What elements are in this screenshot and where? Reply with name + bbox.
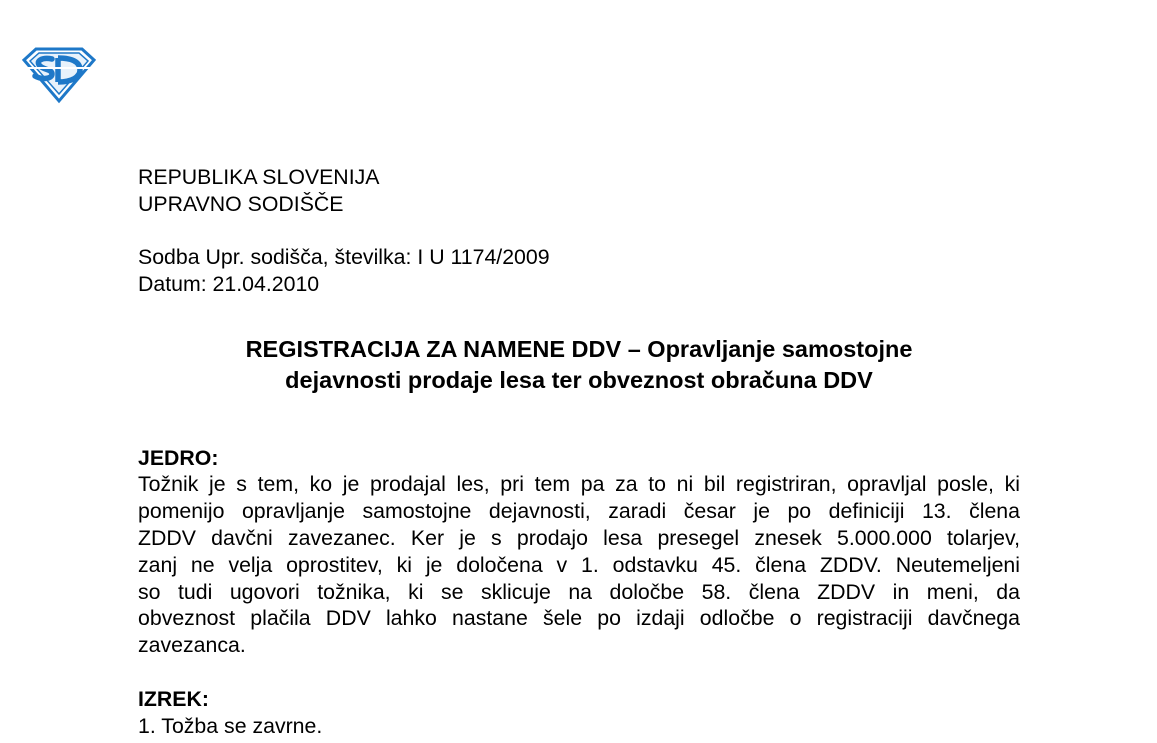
country-name: REPUBLIKA SLOVENIJA	[138, 165, 380, 189]
case-date: Datum: 21.04.2010	[138, 271, 320, 296]
case-number: Sodba Upr. sodišča, številka: I U 1174/2009	[138, 245, 550, 270]
jedro-line: pomenijo opravljanje samostojne dejavnosti, zaradi česar je po definiciji 13. člena	[138, 499, 1020, 524]
title-line-1: REGISTRACIJA ZA NAMENE DDV – Opravljanje samostojne	[245, 335, 913, 362]
jedro-line: zavezanca.	[138, 633, 246, 658]
jedro-heading: JEDRO:	[138, 445, 219, 470]
document-title	[138, 334, 1020, 396]
jedro-line: zanj ne velja oprostitev, ki je določena v 1. odstavku 45. člena ZDDV. Neutemeljeni	[138, 552, 1020, 577]
jedro-line: Tožnik je s tem, ko je prodajal les, pri tem pa za to ni bil registriran, opravljal posle, ki	[138, 472, 1020, 497]
izrek-heading: IZREK:	[138, 687, 209, 712]
document-body	[138, 164, 1020, 740]
jedro-line: so tudi ugovori tožnika, ki se sklicuje na določbe 58. člena ZDDV in meni, da	[138, 579, 1020, 604]
court-name: UPRAVNO SODIŠČE	[138, 191, 344, 216]
title-line-2: dejavnosti prodaje lesa ter obveznost obračuna DDV	[285, 366, 873, 393]
jedro-line: obveznost plačila DDV lahko nastane šele po izdaji odločbe o registraciji davčnega	[138, 606, 1020, 631]
jedro-line: ZDDV davčni zavezanec. Ker je s prodajo lesa presegel znesek 5.000.000 tolarjev,	[138, 526, 1020, 551]
izrek-item: 1. Tožba se zavrne.	[138, 713, 323, 738]
sd-logo-icon	[22, 46, 96, 104]
jedro-paragraph	[138, 471, 1020, 659]
